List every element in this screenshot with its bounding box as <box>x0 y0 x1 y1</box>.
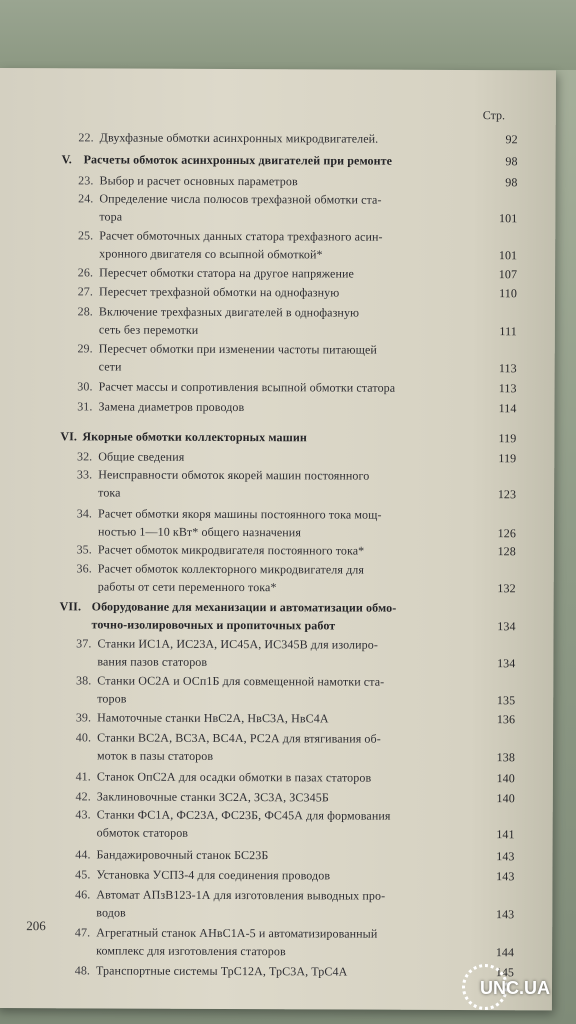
toc-entry-number: 28. <box>77 304 93 319</box>
toc-entry-text: Намоточные станки НвС2А, НвС3А, НвС4А <box>97 710 329 726</box>
toc-entry-text: моток в пазы статоров <box>96 748 214 763</box>
toc-entry-text: Станки ИС1А, ИС23А, ИС45А, ИС345В для изолиро- <box>97 636 379 652</box>
toc-page-number: 145 <box>495 965 515 980</box>
toc-entry-number: 44. <box>75 847 91 862</box>
toc-entry-text: Двухфазные обмотки асинхронных микродвигателей. <box>99 130 379 146</box>
toc-section-title: VI. <box>60 429 78 444</box>
toc-entry-number: 29. <box>77 341 93 356</box>
toc-entry-text: тора <box>99 209 123 224</box>
toc-row <box>0 449 554 466</box>
toc-entry-number: 37. <box>76 636 92 651</box>
toc-entry-text: Бандажировочный станок БС23Б <box>96 847 269 863</box>
toc-entry-number: 23. <box>78 173 94 188</box>
toc-row <box>0 304 555 320</box>
toc-row <box>0 506 554 522</box>
toc-entry-text: Неисправности обмоток якорей машин постоянного <box>98 467 370 483</box>
toc-row <box>0 228 555 244</box>
toc-row <box>0 825 553 842</box>
toc-page-number: 144 <box>495 945 515 960</box>
toc-entry-text: Расчет массы и сопротивления всыпной обмотки статора <box>98 379 396 395</box>
watermark <box>462 962 572 1010</box>
toc-entry-number: 32. <box>76 449 93 464</box>
toc-row <box>0 130 556 147</box>
toc-entry-text: Расчет обмоток микродвигателя постоянного тока* <box>97 542 365 558</box>
toc-page-number: 113 <box>498 381 517 396</box>
toc-entry-number: 39. <box>75 710 92 725</box>
toc-entry-text: Включение трехфазных двигателей в однофазную <box>98 304 360 320</box>
toc-row <box>0 467 554 483</box>
toc-entry-text: ностью 1—10 кВт* общего назначения <box>97 524 301 540</box>
toc-row <box>0 673 553 689</box>
toc-page-number: 132 <box>497 581 516 596</box>
toc-section-text: Якорные обмотки коллекторных машин <box>82 429 307 445</box>
toc-page-number: 143 <box>495 907 515 922</box>
toc-row <box>0 617 554 634</box>
toc-row <box>0 542 554 559</box>
toc-row <box>0 322 555 339</box>
toc-page-number: 141 <box>496 827 515 842</box>
watermark-label: UNC.UA <box>480 978 550 998</box>
toc-row <box>0 246 555 263</box>
toc-entry-text: торов <box>97 691 127 706</box>
toc-entry-number: 48. <box>74 963 91 978</box>
toc-entry-text: Станки ОС2А и ОСп1Б для совмещенной намотки ста- <box>97 673 385 689</box>
toc-entry-text: тока <box>98 485 121 500</box>
toc-entry-text: Станки ВС2А, ВС3А, ВС4А, РС2А для втягивания об- <box>97 730 381 746</box>
toc-entry-text: водов <box>96 905 126 920</box>
toc-entry-number: 40. <box>75 730 92 745</box>
toc-entry-number: 33. <box>76 467 93 482</box>
toc-entry-number: 25. <box>77 228 94 243</box>
toc-row <box>0 359 555 376</box>
toc-entry-text: обмоток статоров <box>96 825 189 840</box>
toc-row <box>0 599 554 615</box>
page-number: 206 <box>26 918 46 934</box>
toc-row <box>0 847 553 864</box>
toc-row <box>0 485 554 502</box>
toc-page-number: 143 <box>496 849 515 864</box>
toc-page-number: 107 <box>498 267 518 282</box>
toc-row <box>0 173 556 190</box>
toc-entry-text: Пересчет трехфазной обмотки на однофазную <box>98 284 340 300</box>
toc-entry-number: 45. <box>75 867 91 882</box>
toc-page-number: 138 <box>496 750 516 765</box>
toc-entry-text: Расчет обмотки якоря машины постоянного тока мощ- <box>98 506 382 522</box>
toc-page-number: 140 <box>496 791 515 806</box>
toc-entry-text: Установка УСПЗ-4 для соединения проводов <box>96 867 331 883</box>
toc-entry-number: 22. <box>78 130 94 145</box>
toc-page-number: 110 <box>499 286 518 301</box>
toc-page-number: 101 <box>498 248 518 263</box>
toc-row <box>0 561 554 577</box>
toc-entry-text: Станок ОпС2А для осадки обмотки в пазах статоров <box>96 769 372 785</box>
toc-page-number: 98 <box>505 154 518 169</box>
toc-row <box>0 579 554 596</box>
toc-entry-number: 30. <box>77 379 93 394</box>
toc-page-number: 113 <box>498 361 517 376</box>
background-top <box>0 0 576 70</box>
toc-entry-number: 31. <box>77 399 93 414</box>
toc-row <box>0 399 555 416</box>
toc-page-number: 126 <box>497 526 517 541</box>
toc-row <box>0 636 554 652</box>
toc-row <box>0 265 555 282</box>
toc-section-text: Оборудование для механизации и автоматизации обмо- <box>91 599 397 615</box>
toc-entry-text: Заклиновочные станки ЗС2А, ЗС3А, ЗС345Б <box>96 789 329 805</box>
toc-page-number: 143 <box>496 869 515 884</box>
toc-entry-number: 38. <box>75 673 92 688</box>
toc-row <box>0 654 553 671</box>
toc-row <box>0 943 552 960</box>
toc-entry-text: Автомат АПзВ123-1А для изготовления выводных про- <box>96 887 386 903</box>
toc-entry-number: 34. <box>76 506 93 521</box>
toc-page-number: 101 <box>499 211 518 226</box>
page-column-header: Стр. <box>482 108 506 123</box>
toc-row <box>0 691 553 708</box>
toc-section-title: VII. <box>59 599 82 614</box>
toc-row <box>0 748 553 765</box>
toc-entry-text: Расчет обмоток коллекторного микродвигателя для <box>97 561 365 577</box>
book-page <box>0 68 556 1010</box>
toc-entry-number: 24. <box>78 191 94 206</box>
toc-page-number: 128 <box>497 544 516 559</box>
toc-page-number: 92 <box>505 132 518 147</box>
toc-page-number: 140 <box>496 771 515 786</box>
toc-entry-text: Пересчет обмотки при изменении частоты питающей <box>98 341 377 357</box>
toc-entry-text: Замена диаметров проводов <box>98 399 245 415</box>
toc-row <box>0 807 553 823</box>
toc-entry-text: Расчет обмоточных данных статора трехфазного асин- <box>99 228 383 244</box>
toc-row <box>0 887 552 903</box>
toc-page-number: 134 <box>497 619 516 634</box>
toc-page-number: 119 <box>498 431 517 446</box>
toc-page-number: 136 <box>496 712 516 727</box>
toc-entry-text: Станки ФС1А, ФС23А, ФС23Б, ФС45А для формования <box>96 807 391 823</box>
toc-entry-text: сеть без перемотки <box>98 322 199 337</box>
toc-entry-text: комплекс для изготовления статоров <box>96 943 286 959</box>
toc-row <box>0 341 555 357</box>
toc-page-number: 135 <box>496 693 516 708</box>
toc-entry-text: сети <box>98 359 122 374</box>
toc-row <box>0 905 552 922</box>
toc-row <box>0 789 553 806</box>
toc-entry-text: работы от сети переменного тока* <box>97 579 277 595</box>
toc-page-number: 123 <box>497 487 517 502</box>
toc-entry-number: 43. <box>75 807 91 822</box>
toc-entry-text: Транспортные системы ТрС12А, ТрС3А, ТрС4А <box>96 963 348 979</box>
toc-page-number: 98 <box>505 175 518 190</box>
toc-page-number: 134 <box>497 656 516 671</box>
toc-entry-number: 46. <box>75 887 91 902</box>
toc-entry-text: Определение числа полюсов трехфазной обмотки ста- <box>99 191 382 207</box>
toc-entry-number: 47. <box>74 925 91 940</box>
toc-entry-text: Выбор и расчет основных параметров <box>99 173 298 189</box>
toc-section-title: V. <box>61 152 72 167</box>
toc-row <box>0 429 554 446</box>
toc-entry-number: 41. <box>75 769 91 784</box>
toc-entry-text: Пересчет обмотки статора на другое напряжение <box>99 265 354 281</box>
toc-row <box>0 867 553 884</box>
toc-entry-number: 26. <box>77 265 94 280</box>
toc-entry-number: 35. <box>76 542 92 557</box>
toc-entry-number: 36. <box>76 561 92 576</box>
toc-row <box>0 524 554 541</box>
toc-section-text: точно-изолировочных и пропиточных работ <box>91 617 336 633</box>
toc-row <box>0 730 553 746</box>
toc-row <box>0 379 555 396</box>
toc-row <box>0 152 556 169</box>
toc-entry-text: Агрегатный станок АНвС1А-5 и автоматизированный <box>96 925 378 941</box>
toc-row <box>0 191 555 207</box>
toc-row <box>0 209 555 226</box>
toc-page-number: 119 <box>498 451 517 466</box>
toc-page-number: 111 <box>499 324 517 339</box>
toc-entry-text: Общие сведения <box>98 449 185 464</box>
toc-section-text: Расчеты обмоток асинхронных двигателей при ремонте <box>83 152 393 168</box>
toc-entry-text: хронного двигателя со всыпной обмоткой* <box>99 246 323 262</box>
toc-entry-number: 42. <box>75 789 91 804</box>
toc-entry-text: вания пазов статоров <box>97 654 208 669</box>
toc-row <box>0 710 553 727</box>
toc-entry-number: 27. <box>77 284 94 299</box>
toc-row <box>0 284 555 301</box>
toc-page-number: 114 <box>498 401 517 416</box>
toc-row <box>0 769 553 786</box>
